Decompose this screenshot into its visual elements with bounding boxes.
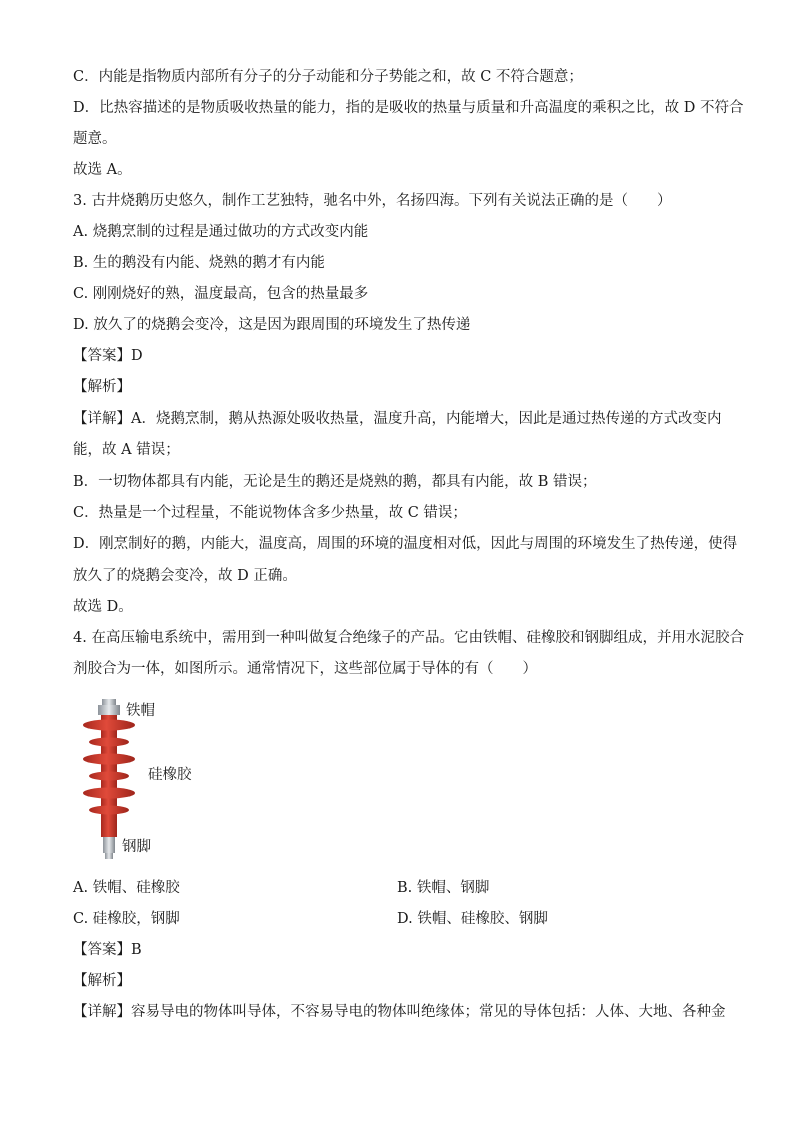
rubber-shed [89,806,129,815]
explanation-line: 能，故 A 错误； [73,442,180,458]
rubber-shed [89,738,129,747]
iron-cap [98,705,120,715]
text-line: 故选 A。 [73,162,132,178]
question-4: 4. 在高压输电系统中，需用到一种叫做复合绝缘子的产品。它由铁帽、硅橡胶和钢脚组成，并用水泥胶合 [73,630,744,646]
text-line: C．内能是指物质内部所有分子的分子动能和分子势能之和，故 C 不符合题意； [73,69,583,85]
explanation-line: 【详解】容易导电的物体叫导体，不容易导电的物体叫绝缘体；常见的导体包括：人体、大地、各种金 [73,1004,726,1020]
option-a: A. 烧鹅烹制的过程是通过做功的方式改变内能 [73,224,369,240]
option-a: A. 铁帽、硅橡胶 [73,880,180,896]
steel-foot-tip [105,853,113,859]
explanation-line: C．热量是一个过程量，不能说物体含多少热量，故 C 错误； [73,505,467,521]
steel-foot [103,837,115,853]
question-4-cont: 剂胶合为一体，如图所示。通常情况下，这些部位属于导体的有（ ） [73,661,537,677]
option-d: D. 铁帽、硅橡胶、钢脚 [397,911,548,927]
selection-line: 故选 D。 [73,599,133,615]
option-c: C. 刚刚烧好的熟，温度最高，包含的热量最多 [73,286,369,302]
label-iron-cap: 铁帽 [126,703,155,719]
rubber-shed [83,788,135,799]
analysis-label: 【解析】 [73,379,131,395]
text-line: D．比热容描述的是物质吸收热量的能力，指的是吸收的热量与质量和升高温度的乘积之比，故 D 不符合 [73,100,744,116]
label-silicone-rubber: 硅橡胶 [148,767,192,783]
analysis-label: 【解析】 [73,973,131,989]
option-d: D. 放久了的烧鹅会变冷，这是因为跟周围的环境发生了热传递 [73,317,471,333]
insulator-figure [76,697,236,862]
explanation-line: 放久了的烧鹅会变冷，故 D 正确。 [73,568,297,584]
explanation-line: B．一切物体都具有内能，无论是生的鹅还是烧熟的鹅，都具有内能，故 B 错误； [73,474,597,490]
text-line: 题意。 [73,131,117,147]
rubber-shed [89,772,129,781]
explanation-line: 【详解】A．烧鹅烹制，鹅从热源处吸收热量，温度升高，内能增大，因此是通过热传递的方式改变内 [73,411,722,427]
explanation-line: D．刚烹制好的鹅，内能大，温度高，周围的环境的温度相对低，因此与周围的环境发生了热传递，使得 [73,536,738,552]
rubber-shed [83,720,135,731]
answer-label: 【答案】B [73,942,142,958]
label-steel-foot: 钢脚 [122,839,151,855]
option-c: C. 硅橡胶，钢脚 [73,911,180,927]
option-b: B. 生的鹅没有内能、烧熟的鹅才有内能 [73,255,325,271]
question-3: 3. 古井烧鹅历史悠久，制作工艺独特，驰名中外，名扬四海。下列有关说法正确的是（ ） [73,193,672,209]
rubber-shed [83,754,135,765]
iron-cap-top [102,699,116,705]
option-b: B. 铁帽、钢脚 [397,880,490,896]
answer-label: 【答案】D [73,348,143,364]
